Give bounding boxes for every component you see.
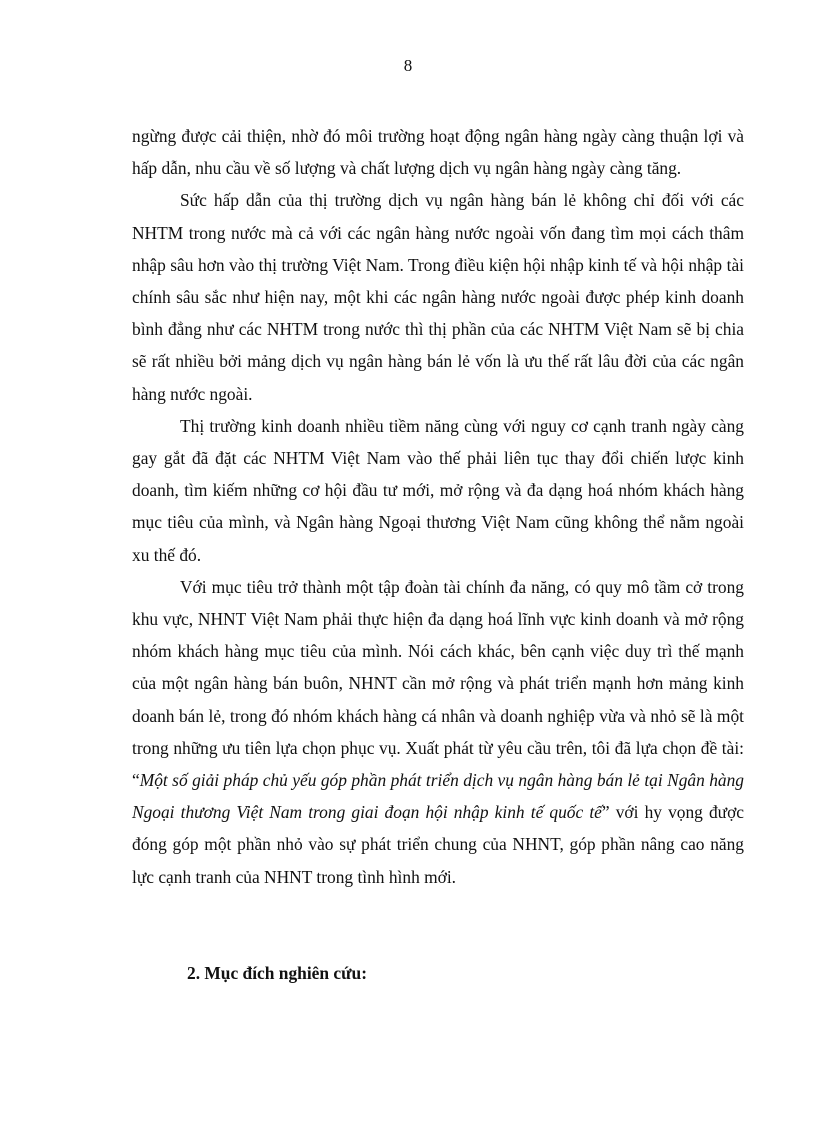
page-number: 8 [403, 56, 413, 75]
topic-intro-text: Với mục tiêu trở thành một tập đoàn tài chính đa năng, có quy mô tầm cở trong khu vực, NHNT Việt Nam phải thực hiện đa dạng hoá lĩnh vực kinh doanh và mở rộng nhóm khách hàng mục tiêu của mình. Nói cách khác, bên cạnh việc duy trì thế mạnh của một ngân hàng bán buôn, NHNT cần mở rộng và phát triển mạnh hơn mảng kinh doanh bán lẻ, trong đó nhóm khách hàng cá nhân và doanh nghiệp vừa và nhỏ sẽ là một trong những ưu tiên lựa chọn phục vụ. Xuất phát từ yêu cầu trên, tôi đã lựa chọn đề tài: “ [132, 576, 744, 791]
paragraph-continuation: ngừng được cải thiện, nhờ đó môi trường hoạt động ngân hàng ngày càng thuận lợi và hấp dẫn, nhu cầu về số lượng và chất lượng dịch vụ ngân hàng ngày càng tăng. [132, 126, 744, 179]
paragraph-retail-market-appeal: Sức hấp dẫn của thị trường dịch vụ ngân hàng bán lẻ không chỉ đối với các NHTM trong nước mà cả với các ngân hàng nước ngoài vốn đang tìm mọi cách thâm nhập sâu hơn vào thị trường Việt Nam. Trong điều kiện hội nhập kinh tế và hội nhập tài chính sâu sắc như hiện nay, một khi các ngân hàng nước ngoài được phép kinh doanh bình đẳng như các NHTM trong nước thì thị phần của các NHTM Việt Nam sẽ bị chia sẽ rất nhiều bởi mảng dịch vụ ngân hàng bán lẻ vốn là ưu thế rất lâu đời của các ngân hàng nước ngoài. [132, 190, 744, 404]
body-text [132, 120, 744, 893]
thesis-title: Một số giải pháp chủ yếu góp phần phát triển dịch vụ ngân hàng bán lẻ tại Ngân hàng Ngoại thương Việt Nam trong giai đoạn hội nhập kinh tế quốc tế [132, 770, 744, 823]
paragraph-research-topic [132, 571, 744, 893]
topic-closing-text: ” với hy vọng được đóng góp một phần nhỏ vào sự phát triển chung của NHNT, góp phần nâng cao năng lực cạnh tranh của NHNT trong tình hình mới. [132, 802, 745, 887]
section-heading: 2. Mục đích nghiên cứu: [187, 963, 368, 983]
paragraph-competition: Thị trường kinh doanh nhiều tiềm năng cùng với nguy cơ cạnh tranh ngày càng gay gắt đã đặt các NHTM Việt Nam vào thế phải liên tục thay đổi chiến lược kinh doanh, tìm kiếm những cơ hội đầu tư mới, mở rộng và đa dạng hoá nhóm khách hàng mục tiêu của mình, và Ngân hàng Ngoại thương Việt Nam cũng không thể nằm ngoài xu thế đó. [132, 415, 744, 565]
